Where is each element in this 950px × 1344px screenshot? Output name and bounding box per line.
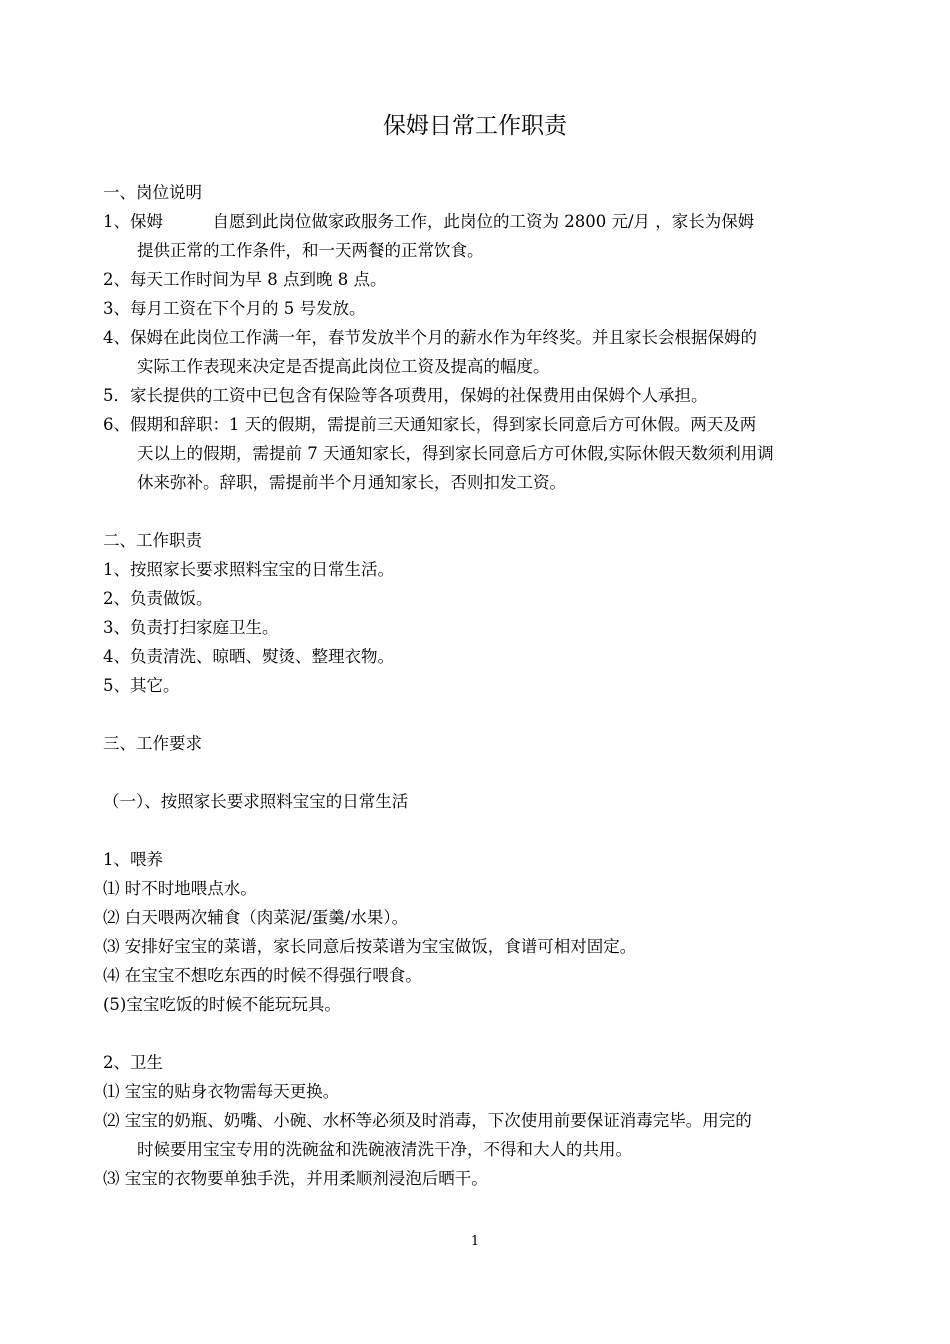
- feeding-item-2: ⑵ 白天喂两次辅食（肉菜泥/蛋羹/水果）。: [103, 908, 409, 927]
- duty-item-1: 1、按照家长要求照料宝宝的日常生活。: [103, 560, 394, 579]
- job-item-6-cont-2: 休来弥补。辞职，需提前半个月通知家长，否则扣发工资。: [137, 473, 566, 492]
- spacer: [103, 497, 863, 526]
- feeding-heading: 1、喂养: [103, 850, 163, 869]
- job-item-4-cont: 实际工作表现来决定是否提高此岗位工资及提高的幅度。: [137, 357, 550, 376]
- job-item-3: 3、每月工资在下个月的 5 号发放。: [103, 299, 366, 318]
- duty-item-3: 3、负责打扫家庭卫生。: [103, 618, 279, 637]
- job-item-1-cont: 提供正常的工作条件，和一天两餐的正常饮食。: [137, 241, 484, 260]
- spacer: [103, 816, 863, 845]
- spacer: [103, 1019, 863, 1048]
- job-item-5: 5．家长提供的工资中已包含有保险等各项费用，保姆的社保费用由保姆个人承担。: [103, 386, 708, 405]
- feeding-item-5: (5)宝宝吃饭的时候不能玩玩具。: [103, 995, 341, 1014]
- feeding-item-4: ⑷ 在宝宝不想吃东西的时候不得强行喂食。: [103, 966, 422, 985]
- page-number: 1: [470, 1234, 480, 1249]
- job-item-6-cont-1: 天以上的假期，需提前 7 天通知家长，得到家长同意后方可休假,实际休假天数须利用调: [137, 444, 774, 463]
- duty-item-4: 4、负责清洗、晾晒、熨烫、整理衣物。: [103, 647, 394, 666]
- job-item-1: 1、保姆 自愿到此岗位做家政服务工作，此岗位的工资为 2800 元/月 ，家长为保姆: [103, 212, 755, 231]
- section-heading-requirements: 三、工作要求: [103, 734, 202, 753]
- feeding-item-1: ⑴ 时不时地喂点水。: [103, 879, 257, 898]
- hygiene-heading: 2、卫生: [103, 1053, 163, 1072]
- hygiene-item-2-cont: 时候要用宝宝专用的洗碗盆和洗碗液清洗干净，不得和大人的共用。: [137, 1140, 632, 1159]
- section-heading-job-description: 一、岗位说明: [103, 183, 202, 202]
- duty-item-5: 5、其它。: [103, 676, 180, 695]
- job-item-2: 2、每天工作时间为早 8 点到晚 8 点。: [103, 270, 387, 289]
- spacer: [103, 700, 863, 729]
- hygiene-item-1: ⑴ 宝宝的贴身衣物需每天更换。: [103, 1082, 340, 1101]
- spacer: [103, 758, 863, 787]
- hygiene-item-2: ⑵ 宝宝的奶瓶、奶嘴、小碗、水杯等必须及时消毒，下次使用前要保证消毒完毕。用完的: [103, 1111, 752, 1130]
- page-title: 保姆日常工作职责: [383, 113, 567, 139]
- section-heading-duties: 二、工作职责: [103, 531, 202, 550]
- feeding-item-3: ⑶ 安排好宝宝的菜谱，家长同意后按菜谱为宝宝做饭，食谱可相对固定。: [103, 937, 637, 956]
- hygiene-item-3: ⑶ 宝宝的衣物要单独手洗，并用柔顺剂浸泡后晒干。: [103, 1169, 488, 1188]
- document-body: [103, 178, 863, 1193]
- job-item-4: 4、保姆在此岗位工作满一年，春节发放半个月的薪水作为年终奖。并且家长会根据保姆的: [103, 328, 757, 347]
- duty-item-2: 2、负责做饭。: [103, 589, 213, 608]
- subsection-heading-baby-care: （一）、按照家长要求照料宝宝的日常生活: [103, 792, 409, 811]
- job-item-6: 6、假期和辞职：1 天的假期，需提前三天通知家长，得到家长同意后方可休假。两天及两: [103, 415, 757, 434]
